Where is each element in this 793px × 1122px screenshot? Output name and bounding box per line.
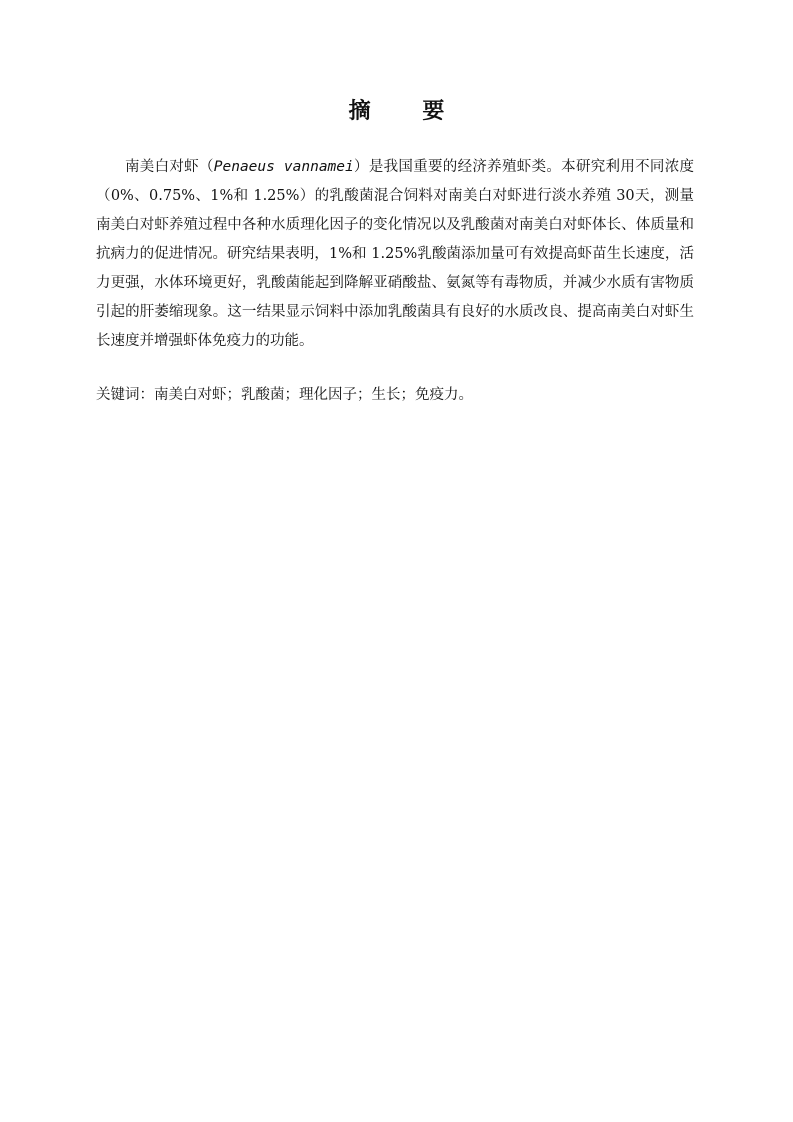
page-title: 摘 要 (348, 99, 467, 124)
keywords-line: 关键词：南美白对虾；乳酸菌；理化因子；生长；免疫力。 (96, 387, 473, 403)
abstract-text-start: 南美白对虾（ (125, 159, 214, 175)
abstract-paragraph (96, 153, 694, 356)
species-latin-name: Penaeus vannamei (213, 159, 354, 175)
abstract-text-body: ）是我国重要的经济养殖虾类。本研究利用不同浓度（0%、0.75%、1%和 1.25%）的乳酸菌混合饲料对南美白对虾进行淡水养殖 30天，测量南美白对虾养殖过程中各种水质理化因子的变化情况以及乳酸菌对南美白对虾体长、体质量和抗病力的促进情况。研究结果表明，1%和 1.25%乳酸菌添加量可有效提高虾苗生长速度，活力更强，水体环境更好，乳酸菌能起到降解亚硝酸盐、氨氮等有毒物质，并减少水质有害物质引起的肝萎缩现象。这一结果显示饲料中添加乳酸菌具有良好的水质改良、提高南美白对虾生长速度并增强虾体免疫力的功能。 (96, 159, 695, 349)
